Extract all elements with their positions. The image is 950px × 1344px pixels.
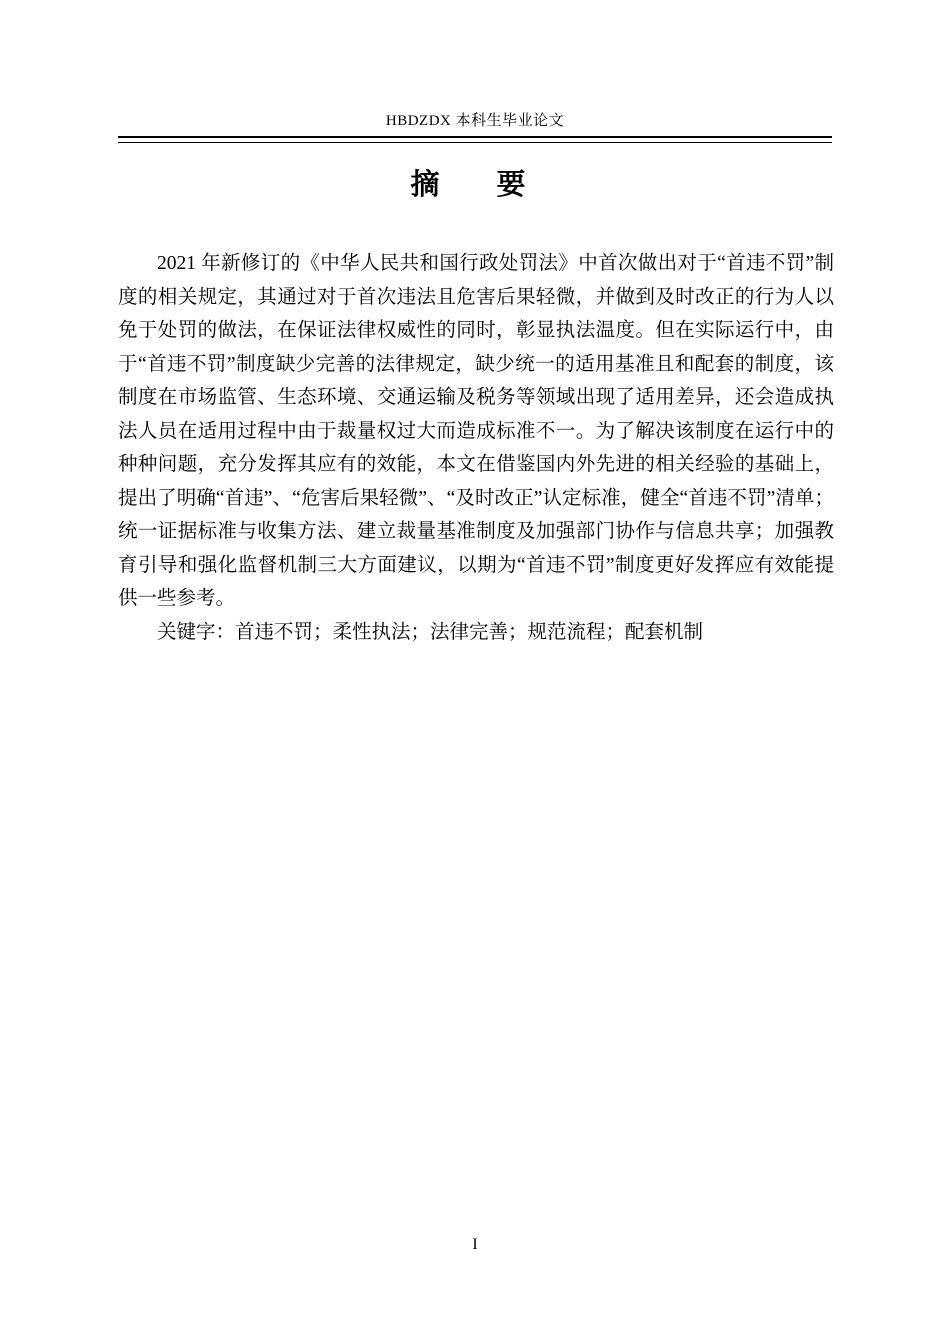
header-rule-thin	[118, 142, 832, 143]
running-title: HBDZDX 本科生毕业论文	[385, 113, 565, 129]
abstract-paragraph: 2021 年新修订的《中华人民共和国行政处罚法》中首次做出对于“首违不罚”制度的相关规定，其通过对于首次违法且危害后果轻微，并做到及时改正的行为人以免于处罚的做法，在保证法律权威性的同时，彰显执法温度。但在实际运行中，由于“首违不罚”制度缺少完善的法律规定，缺少统一的适用基准且和配套的制度，该制度在市场监管、生态环境、交通运输及税务等领域出现了适用差异，还会造成执法人员在适用过程中由于裁量权过大而造成标准不一。为了解决该制度在运行中的种种问题，充分发挥其应有的效能，本文在借鉴国内外先进的相关经验的基础上，提出了明确“首违”、“危害后果轻微”、“及时改正”认定标准，健全“首违不罚”清单；统一证据标准与收集方法、建立裁量基准制度及加强部门协作与信息共享；加强教育引导和强化监督机制三大方面建议，以期为“首违不罚”制度更好发挥应有效能提供一些参考。	[118, 253, 834, 609]
abstract-body	[118, 247, 834, 649]
keywords-line: 关键字：首违不罚；柔性执法；法律完善；规范流程；配套机制	[157, 621, 704, 643]
page-number: I	[472, 1236, 478, 1253]
page-title: 摘 要	[410, 167, 540, 201]
page-header	[118, 112, 832, 130]
header-rule-thick	[118, 136, 832, 138]
